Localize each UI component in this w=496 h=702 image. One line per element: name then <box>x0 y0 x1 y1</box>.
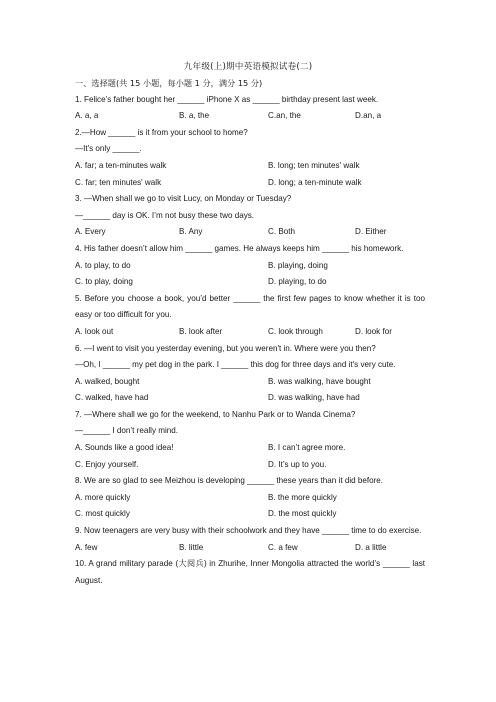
question-7-stem: 7. —Where shall we go for the weekend, to Nanhu Park or to Wanda Cinema? <box>75 409 356 419</box>
option-b: B. little <box>179 542 204 552</box>
question-6-options-row-2 <box>75 390 425 407</box>
option-b: B. look after <box>179 326 223 336</box>
question-2-answer-line: —It's only ______. <box>75 144 142 154</box>
question-7-answer-line: —______ I don’t really mind. <box>75 426 179 436</box>
question-3-answer-line: —______ day is OK. I’m not busy these two days. <box>75 210 255 220</box>
question-7-options-row-2 <box>75 457 425 474</box>
question-2-options-row-2 <box>75 175 425 192</box>
option-c: C. to play, doing <box>75 277 133 287</box>
option-b: B. long; ten minutes' walk <box>268 160 360 170</box>
option-b: B. Any <box>179 227 203 237</box>
option-a: A. to play, to do <box>75 260 131 270</box>
option-d: D. long; a ten-minute walk <box>268 177 362 187</box>
option-b: B. I can’t agree more. <box>268 443 346 453</box>
option-a: A. a, a <box>75 111 99 121</box>
option-a: A. look out <box>75 326 114 336</box>
option-d: D. It’s up to you. <box>268 459 327 469</box>
option-c: C. far; ten minutes' walk <box>75 177 162 187</box>
question-8-stem: 8. We are so glad to see Meizhou is developing ______ these years than it did before. <box>75 476 384 486</box>
option-b: B. a, the <box>179 111 210 121</box>
option-c: C. walked, have had <box>75 393 149 403</box>
question-1-options <box>75 108 425 125</box>
option-d: D. a little <box>355 542 387 552</box>
option-d: D. Either <box>355 227 387 237</box>
page-title: 九年级(上)期中英语模拟试卷(二) <box>183 62 313 72</box>
option-c: C. look through <box>268 326 323 336</box>
question-9-stem: 9. Now teenagers are very busy with their schoolwork and they have ______ time to do exercise. <box>75 526 422 536</box>
question-1-stem: 1. Felice’s father bought her ______ iPhone X as ______ birthday present last week. <box>75 94 379 104</box>
question-7-options-row-1 <box>75 440 425 457</box>
question-10-stem: 10. A grand military parade (大阅兵) in Zhurihe, Inner Mongolia attracted the world’s ______ last August. <box>75 559 425 585</box>
option-a: A. few <box>75 542 98 552</box>
option-c: C. Both <box>268 227 295 237</box>
option-a: A. far; a ten-minutes walk <box>75 160 167 170</box>
question-5-stem: 5. Before you choose a book, you’d better ______ the first few pages to know whether it is too easy or too difficult for you. <box>75 293 425 320</box>
question-6-options-row-1 <box>75 374 425 391</box>
option-d: D. playing, to do <box>268 277 327 287</box>
option-b: B. was walking, have bought <box>268 376 371 386</box>
option-b: B. playing, doing <box>268 260 328 270</box>
option-c: C. most quickly <box>75 509 130 519</box>
exam-content <box>75 75 425 589</box>
question-2-options-row-1 <box>75 158 425 175</box>
option-d: D. the most quickly <box>268 509 337 519</box>
question-4-options-row-1 <box>75 258 425 275</box>
question-8-options-row-2 <box>75 506 425 523</box>
question-6-answer-line: —Oh, I ______ my pet dog in the park. I ______ this dog for three days and it's very cute. <box>75 360 396 370</box>
option-c: C.an, the <box>268 111 301 121</box>
option-a: A. Every <box>75 227 106 237</box>
option-b: B. the more quickly <box>268 492 337 502</box>
option-d: D. look for <box>355 326 392 336</box>
question-9-options <box>75 540 425 557</box>
question-6-stem: 6. —I went to visit you yesterday evening, but you weren't in. Where were you then? <box>75 343 376 353</box>
option-c: C. a few <box>268 542 298 552</box>
option-a: A. Sounds like a good idea! <box>75 443 174 453</box>
option-c: C. Enjoy yourself. <box>75 459 139 469</box>
section-heading: 一、选择题(共 15 小题，每小题 1 分，满分 15 分) <box>75 78 263 88</box>
question-3-options <box>75 224 425 241</box>
question-8-options-row-1 <box>75 490 425 507</box>
option-a: A. walked, bought <box>75 376 140 386</box>
option-d: D. was walking, have had <box>268 393 360 403</box>
question-5-options <box>75 324 425 341</box>
option-d: D.an, a <box>355 111 382 121</box>
question-2-stem: 2.—How ______ is it from your school to home? <box>75 127 248 137</box>
question-4-stem: 4. His father doesn’t allow him ______ games. He always keeps him ______ his homework. <box>75 243 404 253</box>
question-4-options-row-2 <box>75 274 425 291</box>
question-3-stem: 3. —When shall we go to visit Lucy, on Monday or Tuesday? <box>75 194 292 204</box>
option-a: A. more quickly <box>75 492 131 502</box>
